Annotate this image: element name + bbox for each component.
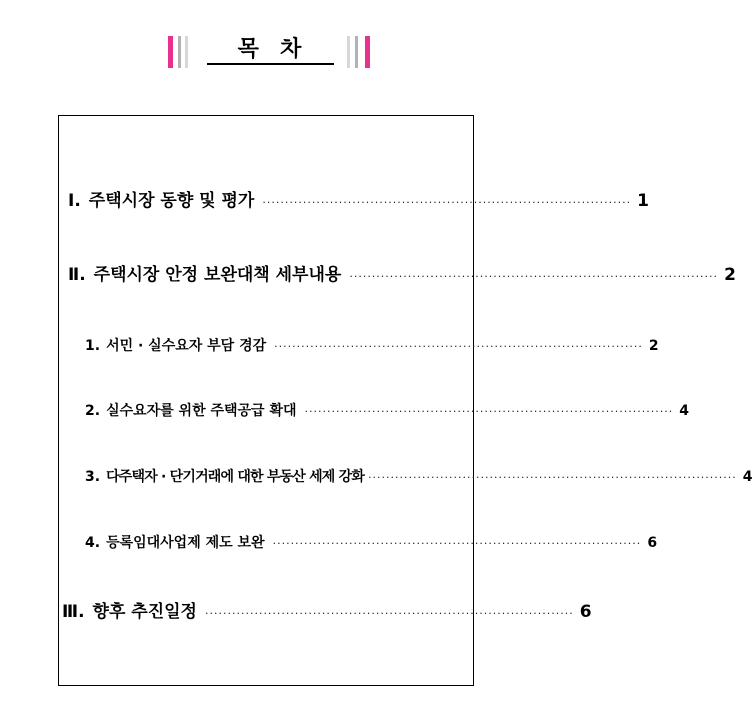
decor-bar-left-1 [168,36,173,68]
toc-entry-title: 향후 추진일정 [92,602,197,622]
toc-entry-page: 2 [648,338,659,354]
toc-entry[interactable] [68,260,736,285]
toc-leader: ·················································································· [262,196,632,209]
toc-entry-page: 2 [724,265,736,285]
toc-header [0,36,540,70]
toc-entry-title: 서민 · 실수요자 부담 경감 [106,338,267,354]
toc-entry[interactable] [68,186,649,211]
toc-entry-page: 4 [679,403,689,419]
decor-bar-left-3 [185,36,188,68]
toc-leader: ·················································································· [204,607,574,620]
toc-box [58,115,753,686]
toc-entry-page: 6 [647,535,658,551]
toc-leader: ·················································································· [274,340,643,353]
toc-entry-number: Ⅱ. [68,265,86,285]
toc-entry-number: Ⅲ. [62,602,85,622]
toc-leader: ·················································································· [349,270,719,283]
toc-entry-number: 2. [85,403,101,419]
toc-entry-title: 주택시장 동향 및 평가 [88,191,255,211]
toc-entry-number: 1. [85,338,101,354]
toc-entry-number: 3. [85,469,101,485]
decor-bar-right-1 [347,36,350,68]
toc-entry-title: 다주택자 · 단기거래에 대한 부동산 세제 강화 [106,469,365,485]
toc-entry-page: 4 [742,469,753,485]
toc-entry[interactable] [85,400,689,420]
decor-bar-right-2 [355,36,358,68]
toc-leader: ·················································································· [272,537,642,550]
toc-leader: ·················································································· [368,471,737,484]
toc-entry[interactable] [85,335,659,355]
decor-bar-left-2 [178,36,181,68]
toc-entry-page: 6 [579,602,592,622]
toc-entry-page: 1 [637,191,649,211]
toc-entry-number: Ⅰ. [68,191,81,211]
toc-entry-title: 주택시장 안정 보완대책 세부내용 [93,265,342,285]
page-title: 목 차 [207,36,334,65]
toc-entry-number: 4. [85,535,101,551]
toc-entry-title: 등록임대사업제 제도 보완 [106,535,265,551]
toc-entry[interactable] [85,532,658,552]
toc-entry[interactable] [62,597,592,622]
toc-leader: ·················································································· [304,405,674,418]
toc-entry-title: 실수요자를 위한 주택공급 확대 [106,403,297,419]
decor-bar-right-3 [365,36,370,68]
toc-entry[interactable] [85,466,753,486]
